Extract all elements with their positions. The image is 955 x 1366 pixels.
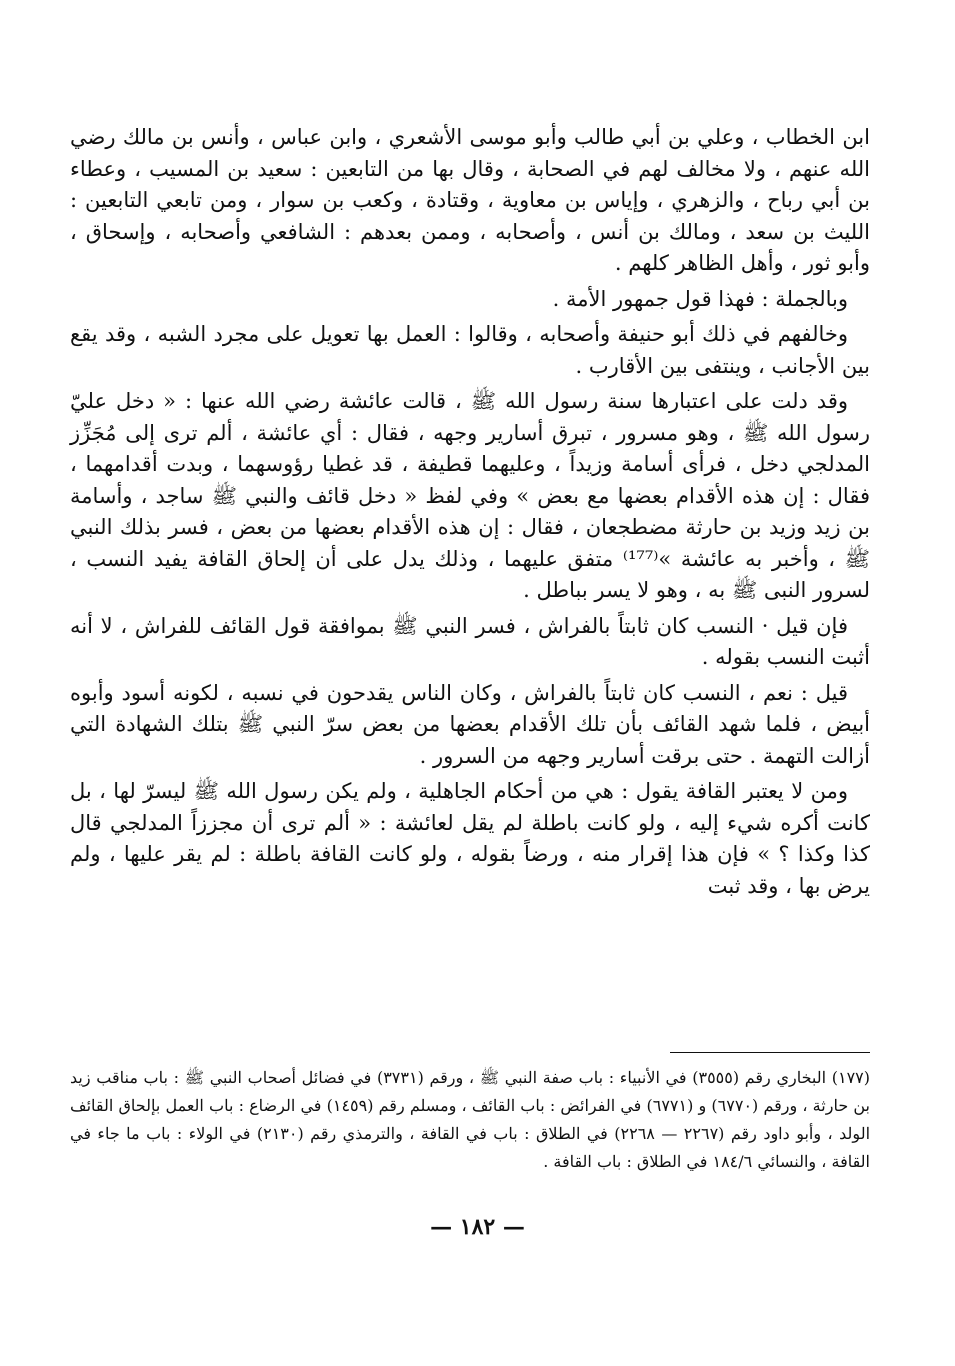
main-text xyxy=(70,122,870,902)
paragraph-7: ومن لا يعتبر القافة يقول : هي من أحكام الجاهلية ، ولم يكن رسول الله ﷺ ليسرّ لها ، بل كانت أكره شيء إليه ، ولو كانت باطلة لم يقل لعائشة : « ألم ترى أن مجززاً المدلجي قال كذا وكذا ؟ » فإن هذا إقرار منه ، ورضاً بقوله ، ولو كانت القافة باطلة : لم يقر عليها ، ولم يرض بها ، وقد ثبت xyxy=(70,779,870,898)
footnote-separator xyxy=(670,1052,870,1053)
page-number: — ١٨٢ — xyxy=(430,1214,525,1240)
footnote-177: (١٧٧) البخاري رقم (٣٥٥٥) في الأنبياء : باب صفة النبي ﷺ ، ورقم (٣٧٣١) في فضائل أصحاب النبي ﷺ : باب مناقب زيد بن حارثة ، ورقم (٦٧٧٠) و (٦٧٧١) في الفرائض : باب القائف ، ومسلم رقم (١٤٥٩) في الرضاع : باب العمل بإلحاق القائف الولد ، وأبو داود رقم (٢٢٦٧ — ٢٢٦٨) في الطلاق : باب في القافة ، والترمذي رقم (٢١٣٠) في الولاء : باب ما جاء في القافة ، والنسائي ١٨٤/٦ في الطلاق : باب القافة . xyxy=(70,1068,871,1171)
paragraph-2: وبالجملة : فهذا قول جمهور الأمة . xyxy=(552,286,848,311)
paragraph-5: فإن قيل · النسب كان ثابتاً بالفراش ، فسر النبي ﷺ بموافقة قول القائف للفراش ، لا أنه أثبت النسب بقوله . xyxy=(70,613,870,669)
paragraph-3: وخالفهم في ذلك أبو حنيفة وأصحابه ، وقالوا : العمل بها تعويل على مجرد الشبه ، وقد يقع بين الأجانب ، وينتفى بين الأقارب . xyxy=(70,322,870,378)
page-body xyxy=(70,122,870,906)
paragraph-4: وقد دلت على اعتبارها سنة رسول الله ﷺ ، قالت عائشة رضي الله عنها : « دخل عليّ رسول الله ﷺ ، وهو مسرور ، تبرق أسارير وجهه ، فقال : أي عائشة ، ألم ترى إلى مُجَزِّز المدلجي دخل ، فرأى أسامة وزيداً ، وعليهما قطيفة ، قد غطيا رؤوسهما ، وبدت أقدامهما ، فقال : إن هذه الأقدام بعضها مع بعض » وفي لفظ « دخل قائف والنبي ﷺ ساجد ، وأسامة بن زيد وزيد بن حارثة مضطجعان ، فقال : إن هذه الأقدام بعضها من بعض ، فسر بذلك النبي ﷺ ، وأخبر به عائشة »⁽¹⁷⁷⁾ متفق عليهما ، وذلك يدل على أن إلحاق القافة يفيد النسب ، لسرور النبى ﷺ به ، وهو لا يسر بباطل . xyxy=(70,389,870,602)
paragraph-1: ابن الخطاب ، وعلي بن أبي طالب وأبو موسى الأشعري ، وابن عباس ، وأنس بن مالك رضي الله عنهم ، ولا مخالف لهم في الصحابة ، وقال بها من التابعين : سعيد بن المسيب ، وعطاء بن أبي رباح ، والزهري ، وإياس بن معاوية ، وقتادة ، وكعب بن سوار ، ومن تابعي التابعين : الليث بن سعد ، ومالك بن أنس ، وأصحابه ، وممن بعدهم : الشافعي وأصحابه ، وإسحاق ، وأبو ثور ، وأهل الظاهر كلهم . xyxy=(70,125,870,275)
footnotes xyxy=(70,1064,870,1176)
paragraph-6: قيل : نعم ، النسب كان ثابتاً بالفراش ، وكان الناس يقدحون في نسبه ، لكونه أسود وأبوه أبيض ، فلما شهد القائف بأن تلك الأقدام بعضها من بعض سرّ النبي ﷺ بتلك الشهادة التي أزالت التهمة . حتى برقت أسارير وجهه من السرور . xyxy=(70,680,870,768)
